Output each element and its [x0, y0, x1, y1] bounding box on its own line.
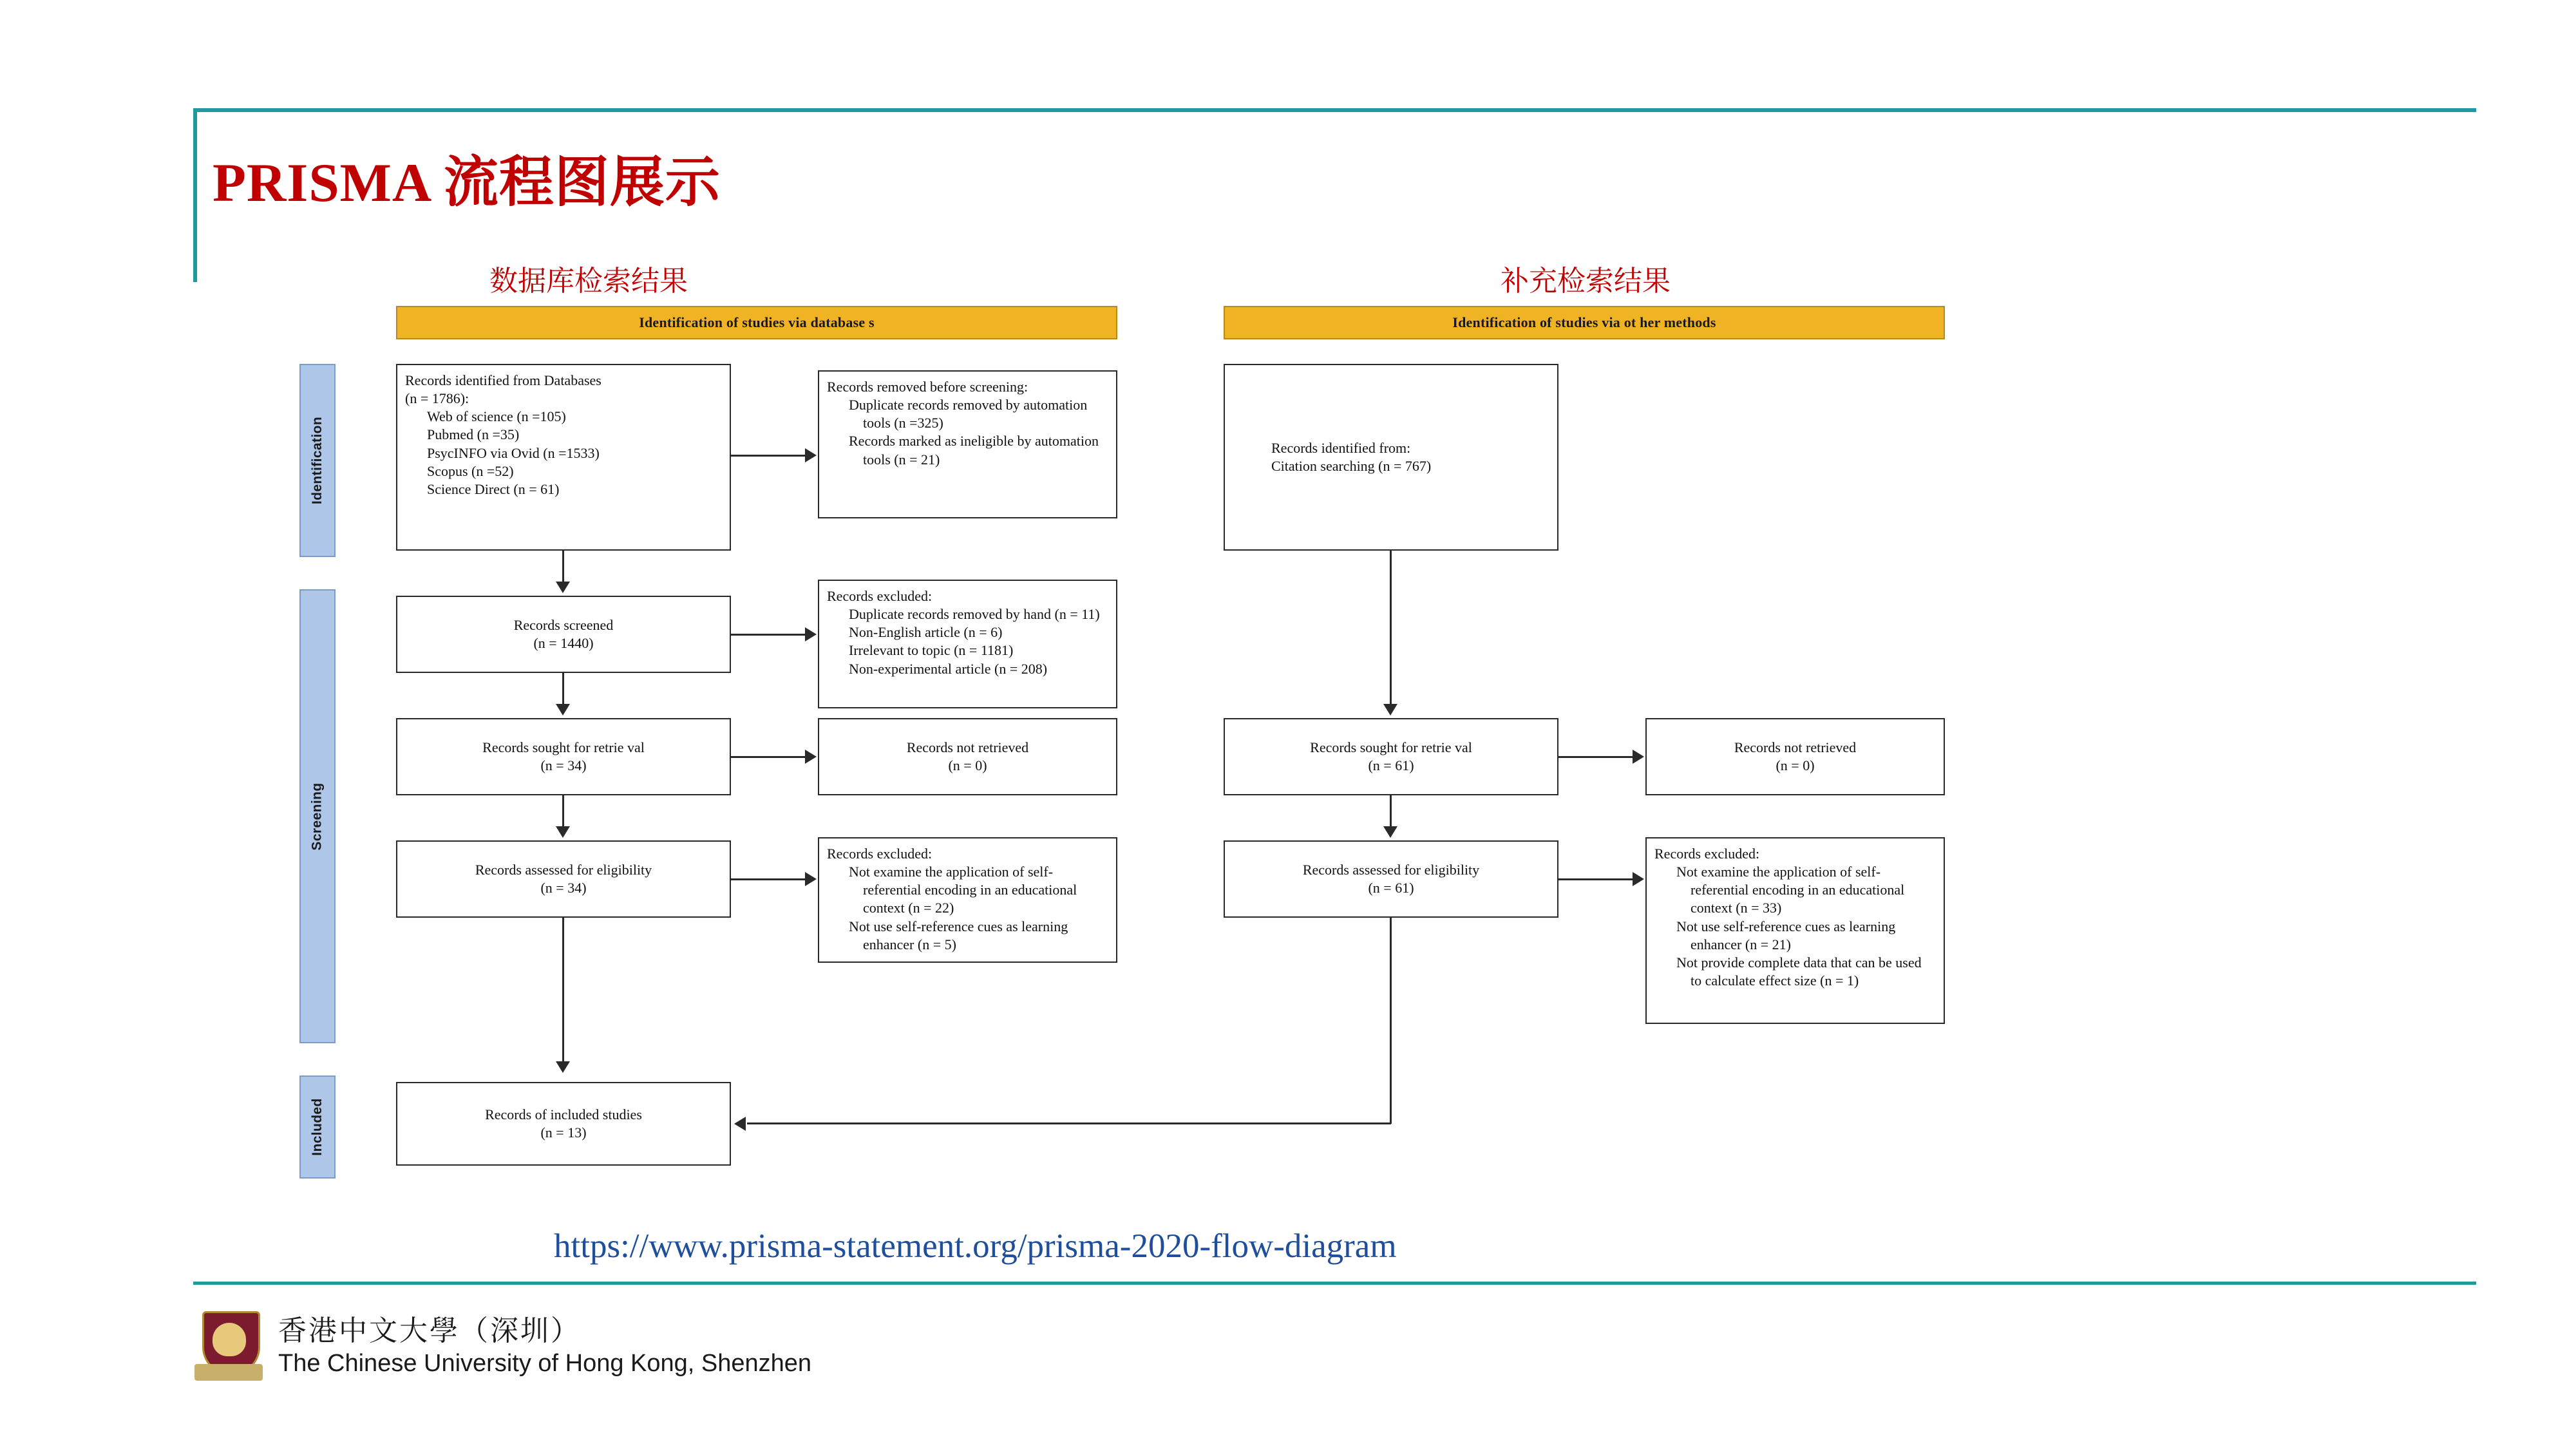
arrow-line — [1390, 795, 1392, 828]
arrow-head — [556, 826, 570, 838]
box-records-assessed-left — [396, 840, 731, 918]
box-records-sought-left — [396, 718, 731, 795]
left-accent-bar — [193, 108, 197, 282]
box-records-excluded-screening — [818, 580, 1117, 708]
box-line: Irrelevant to topic (n = 1181) — [849, 642, 1014, 659]
box-records-not-retrieved-right — [1645, 718, 1945, 795]
box-line: Records not retrieved — [1734, 739, 1857, 755]
arrow-line — [562, 551, 564, 583]
box-line: Not use self-reference cues as learning enhancer (n = 5) — [849, 918, 1068, 952]
box-line: Duplicate records removed by automation tools (n =325) — [849, 397, 1088, 431]
box-line: Records identified from Databases — [405, 372, 601, 388]
column-heading-left: 数据库检索结果 — [489, 265, 688, 297]
arrow-line — [1390, 918, 1392, 1124]
arrow-head — [556, 704, 570, 715]
arrow-head — [805, 872, 817, 886]
arrow-head — [734, 1117, 746, 1131]
box-line: (n = 61) — [1368, 757, 1414, 773]
box-records-excluded-eligibility-right — [1645, 837, 1945, 1024]
box-line: Records screened — [513, 616, 614, 633]
box-records-screened — [396, 596, 731, 673]
footer-org-en: The Chinese University of Hong Kong, Shenzhen — [278, 1349, 812, 1377]
column-heading-right: 补充检索结果 — [1501, 265, 1671, 297]
banner-other-methods: Identification of studies via ot her methods — [1224, 306, 1945, 339]
cuhk-shenzhen-crest-icon — [193, 1307, 264, 1385]
box-line: Records assessed for eligibility — [475, 861, 652, 878]
prisma-flow-diagram — [296, 258, 2164, 1236]
box-line: Records removed before screening: — [827, 379, 1028, 395]
arrow-head — [556, 582, 570, 593]
arrow-line — [1390, 551, 1392, 705]
arrow-line — [1558, 878, 1633, 880]
bottom-divider — [193, 1282, 2476, 1285]
box-line: PsycINFO via Ovid (n =1533) — [427, 444, 600, 461]
box-line: Citation searching (n = 767) — [1271, 458, 1432, 474]
box-line: Scopus (n =52) — [427, 462, 514, 479]
box-line: Records excluded: — [827, 588, 933, 604]
box-line: Not examine the application of self-referential encoding in an educational context (n = 33) — [1676, 864, 1905, 916]
box-line: Records excluded: — [827, 846, 933, 862]
box-line: Records sought for retrie val — [1310, 739, 1472, 755]
top-divider — [193, 108, 2476, 112]
box-line: (n = 0) — [948, 757, 987, 773]
box-line: Non-English article (n = 6) — [849, 624, 1003, 641]
box-line: Records excluded: — [1654, 846, 1760, 862]
box-records-excluded-eligibility-left — [818, 837, 1117, 963]
box-line: (n = 61) — [1368, 880, 1414, 896]
stage-label-identification: Identification — [299, 364, 336, 557]
box-records-not-retrieved-left — [818, 718, 1117, 795]
box-line: (n = 34) — [540, 757, 587, 773]
box-line: (n = 13) — [540, 1124, 587, 1141]
box-line: Science Direct (n = 61) — [427, 480, 560, 497]
arrow-line — [562, 673, 564, 705]
box-line: Not provide complete data that can be used to calculate effect size (n = 1) — [1676, 954, 1922, 989]
box-line: Records not retrieved — [906, 739, 1029, 755]
arrow-head — [805, 627, 817, 641]
box-line: Duplicate records removed by hand (n = 11) — [849, 606, 1100, 623]
box-records-sought-right — [1224, 718, 1558, 795]
source-link[interactable]: https://www.prisma-statement.org/prisma-2020-flow-diagram — [554, 1227, 1397, 1265]
arrow-line — [1558, 756, 1633, 758]
box-line: (n = 34) — [540, 880, 587, 896]
box-line: Not examine the application of self-referential encoding in an educational context (n = 22) — [849, 864, 1077, 916]
box-line: Non-experimental article (n = 208) — [849, 660, 1048, 677]
box-line: Records marked as ineligible by automation tools (n = 21) — [849, 433, 1099, 468]
box-line: Web of science (n =105) — [427, 408, 566, 425]
page-title: PRISMA 流程图展示 — [213, 153, 721, 213]
box-line: Records sought for retrie val — [482, 739, 645, 755]
arrow-line — [562, 918, 564, 1063]
arrow-line — [562, 795, 564, 828]
box-line: Records of included studies — [485, 1106, 642, 1122]
arrow-line — [731, 455, 805, 457]
banner-database: Identification of studies via database s — [396, 306, 1117, 339]
arrow-head — [1633, 750, 1644, 764]
box-records-assessed-right — [1224, 840, 1558, 918]
box-line: (n = 0) — [1776, 757, 1815, 773]
box-line: Not use self-reference cues as learning enhancer (n = 21) — [1676, 918, 1896, 952]
arrow-head — [556, 1061, 570, 1073]
box-line: (n = 1440) — [533, 635, 594, 651]
arrow-line — [731, 878, 805, 880]
stage-label-screening: Screening — [299, 589, 336, 1043]
arrow-head — [1633, 872, 1644, 886]
arrow-head — [1383, 704, 1397, 715]
arrow-line — [731, 634, 805, 636]
box-records-removed-before-screening — [818, 370, 1117, 518]
arrow-line — [747, 1122, 1391, 1124]
arrow-head — [805, 448, 817, 462]
box-records-identified-databases — [396, 364, 731, 551]
box-line: Records identified from: — [1271, 439, 1411, 456]
box-line: (n = 1786): — [405, 390, 469, 407]
arrow-head — [1383, 826, 1397, 838]
arrow-line — [731, 756, 805, 758]
footer-org-cn: 香港中文大學（深圳） — [278, 1314, 581, 1347]
stage-label-included: Included — [299, 1075, 336, 1179]
arrow-head — [805, 750, 817, 764]
box-records-included — [396, 1082, 731, 1166]
box-records-identified-other — [1224, 364, 1558, 551]
box-line: Pubmed (n =35) — [427, 426, 520, 443]
box-line: Records assessed for eligibility — [1302, 861, 1480, 878]
footer — [193, 1307, 811, 1385]
